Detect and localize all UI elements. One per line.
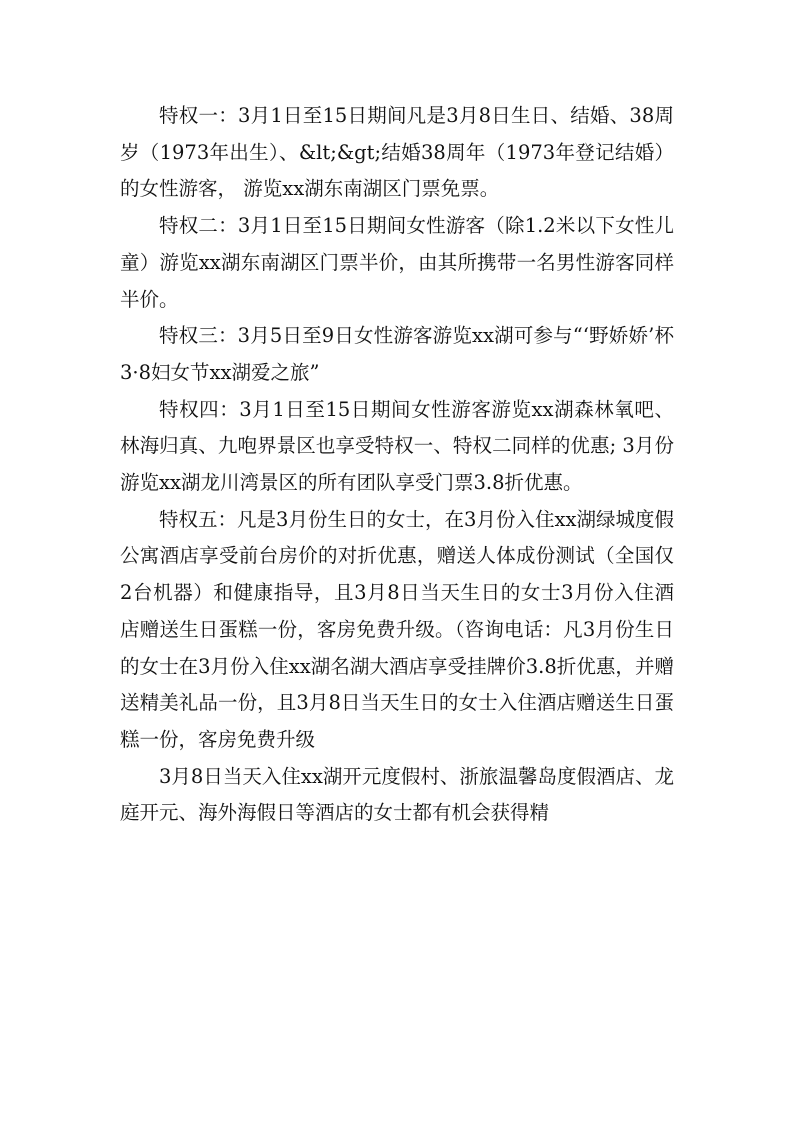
paragraph-privilege-3: 特权三：3月5日至9日女性游客游览xx湖可参与“‘野娇娇’杯3·8妇女节xx湖爱之旅” xyxy=(120,324,674,384)
paragraph-march-8-hotels: 3月8日当天入住xx湖开元度假村、浙旅温馨岛度假酒店、龙庭开元、海外海假日等酒店的女士都有机会获得精 xyxy=(120,764,674,825)
paragraph-privilege-5: 特权五：凡是3月份生日的女士，在3月份入住xx湖绿城度假公寓酒店享受前台房价的对折优惠，赠送人体成份测试（全国仅2台机器）和健康指导，且3月8日当天生日的女士3月份入住酒店赠送生日蛋糕一份，客房免费升级。（咨询电话：凡3月份生日的女士在3月份入住xx湖名湖大酒店享受挂牌价3.8折优惠，并赠送精美礼品一份，且3月8日当天生日的女士入住酒店赠送生日蛋糕一份，客房免费升级 xyxy=(120,507,674,751)
paragraph-privilege-4: 特权四：3月1日至15日期间女性游客游览xx湖森林氧吧、林海归真、九咆界景区也享受特权一、特权二同样的优惠; 3月份游览xx湖龙川湾景区的所有团队享受门票3.8折优惠。 xyxy=(120,397,674,495)
document-body xyxy=(120,98,674,832)
paragraph-privilege-2: 特权二：3月1日至15日期间女性游客（除1.2米以下女性儿童）游览xx湖东南湖区门票半价，由其所携带一名男性游客同样半价。 xyxy=(120,214,674,311)
paragraph-privilege-1: 特权一：3月1日至15日期间凡是3月8日生日、结婚、38周岁（1973年出生）、&lt;&gt;结婚38周年（1973年登记结婚）的女性游客， 游览xx湖东南湖区门票免票。 xyxy=(120,104,674,201)
